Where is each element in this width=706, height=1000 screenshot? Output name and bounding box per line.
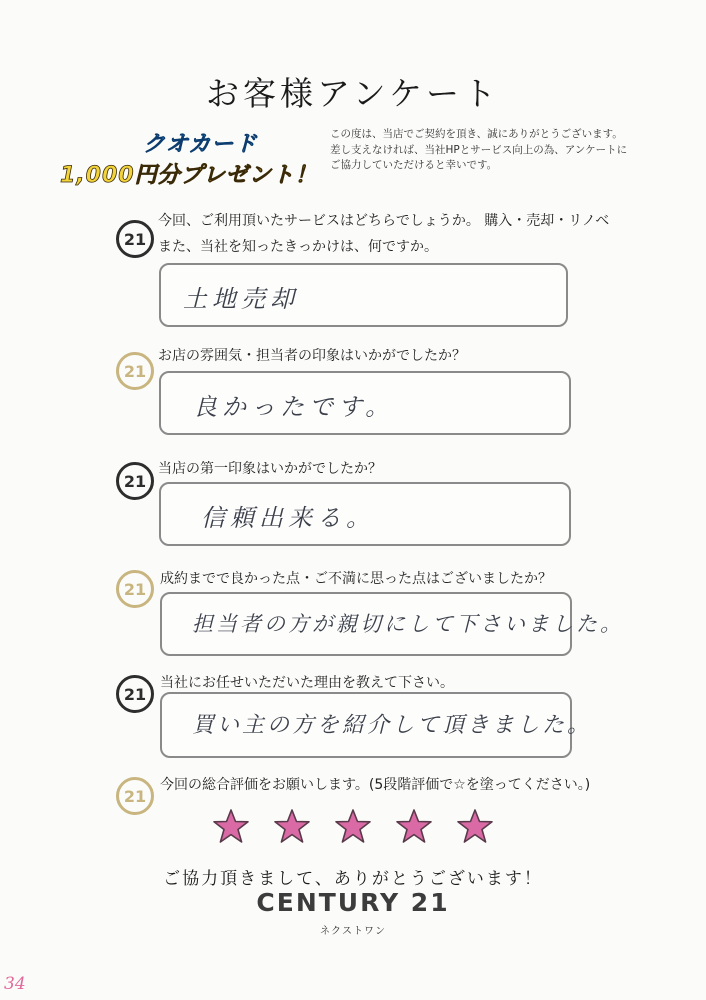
answer-box-2[interactable] [159, 371, 571, 435]
answer-1-text: 土地売却 [183, 285, 299, 313]
survey-title: お客様アンケート [205, 74, 501, 113]
promo-line-1: クオカード [143, 132, 258, 157]
rating-star-icon[interactable] [395, 808, 433, 848]
intro-line: ご協力していただけると幸いです。 [330, 159, 498, 171]
intro-text [330, 127, 650, 174]
century21-badge-icon: 21 [116, 675, 154, 713]
answer-box-3[interactable] [159, 482, 571, 546]
brand-subtitle: ネクストワン [320, 926, 386, 937]
question-5-line-1: 当社にお任せいただいた理由を教えて下さい。 [160, 675, 454, 691]
answer-4-text: 担当者の方が親切にして下さいました。 [192, 612, 624, 636]
question-2-line-1: お店の雰囲気・担当者の印象はいかがでしたか？ [158, 348, 466, 364]
answer-box-1[interactable] [159, 263, 568, 327]
intro-line: この度は、当店でご契約を頂き、誠にありがとうございます。 [330, 128, 623, 140]
rating-star-icon[interactable] [456, 808, 494, 848]
question-1-line-1: 今回、ご利用頂いたサービスはどちらでしょうか。 購入・売却・リノベ [158, 213, 610, 229]
intro-line: 差し支えなければ、当社HPとサービス向上の為、アンケートに [330, 143, 628, 156]
answer-box-5[interactable] [160, 692, 593, 758]
answer-2-text: 良かったです。 [193, 393, 395, 421]
century21-badge-icon: 21 [116, 352, 154, 390]
question-4-line-1: 成約までで良かった点・ご不満に思った点はございましたか？ [160, 571, 552, 587]
rating-star-icon[interactable] [212, 808, 250, 848]
century21-badge-icon: 21 [116, 570, 154, 608]
century21-badge-icon: 21 [116, 220, 154, 258]
question-6-line-1: 今回の総合評価をお願いします。(5段階評価で☆を塗ってください。) [160, 777, 591, 793]
promo-line-2: 1,000円分プレゼント！ [60, 163, 318, 188]
question-3-line-1: 当店の第一印象はいかがでしたか？ [158, 461, 382, 477]
thanks-message: ご協力頂きまして、ありがとうございます！ [163, 869, 543, 889]
answer-5-text: 買い主の方を紹介して頂きました。 [192, 713, 593, 738]
century21-badge-icon: 21 [116, 777, 154, 815]
rating-stars[interactable] [0, 808, 706, 848]
century21-badge-icon: 21 [116, 462, 154, 500]
question-1-line-2: また、当社を知ったきっかけは、何ですか。 [158, 239, 438, 255]
answer-box-4[interactable] [160, 592, 624, 656]
rating-star-icon[interactable] [334, 808, 372, 848]
brand-logo: CENTURY 21 [256, 888, 450, 917]
page-number: 34 [4, 974, 26, 994]
rating-star-icon[interactable] [273, 808, 311, 848]
answer-3-text: 信頼出来る。 [201, 504, 375, 532]
